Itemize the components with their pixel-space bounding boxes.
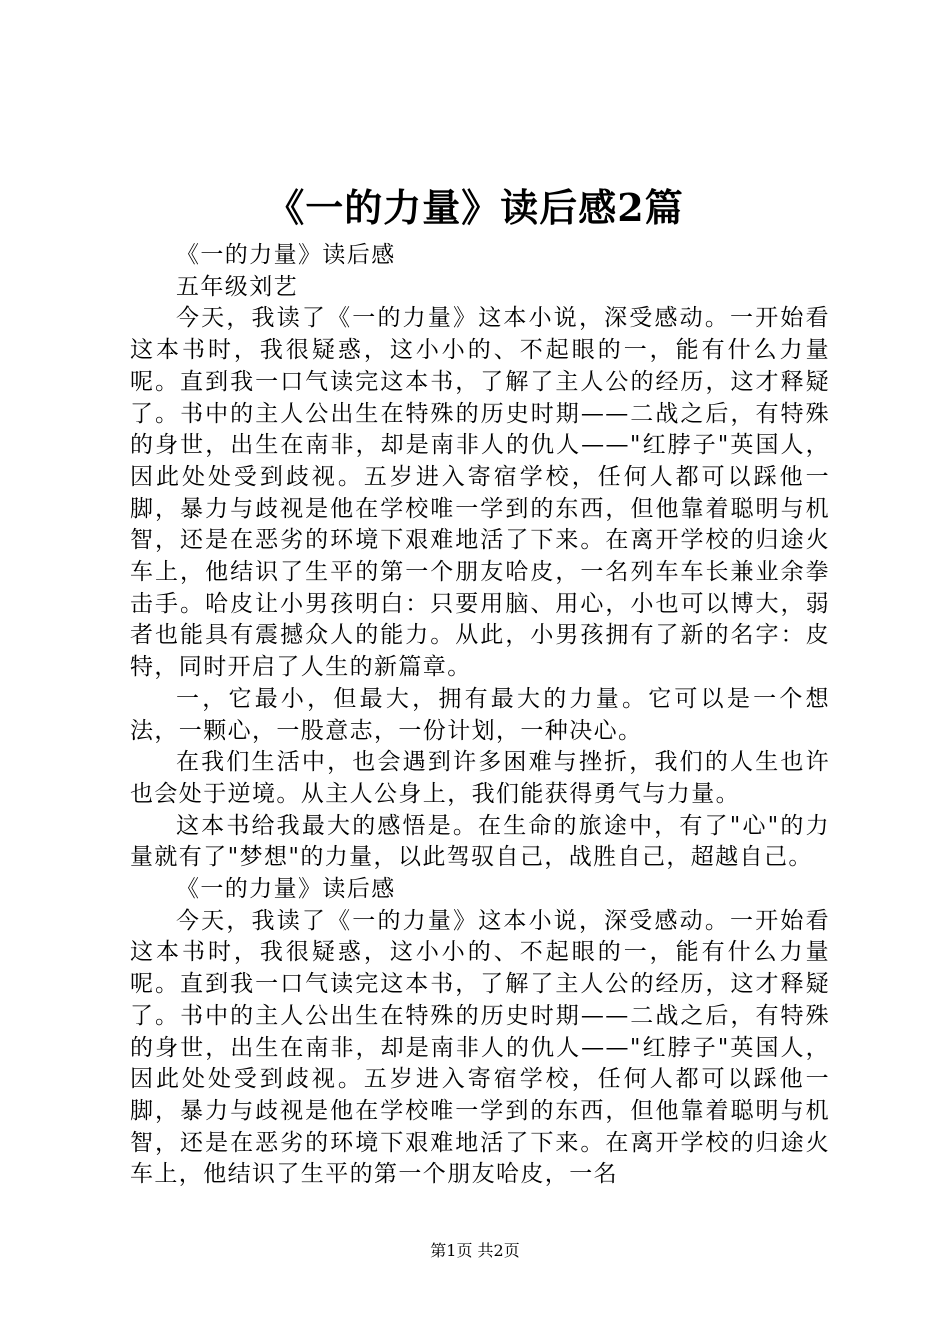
paragraph-body: 今天，我读了《一的力量》这本小说，深受感动。一开始看这本书时，我很疑惑，这小小的、不起眼的一，能有什么力量呢。直到我一口气读完这本书，了解了主人公的经历，这才释疑了。书中的主人公出生在特殊的历史时期——二战之后，有特殊的身世，出生在南非，却是南非人的仇人——"红脖子"英国人，因此处处受到歧视。五岁进入寄宿学校，任何人都可以踩他一脚，暴力与歧视是他在学校唯一学到的东西，但他靠着聪明与机智，还是在恶劣的环境下艰难地活了下来。在离开学校的归途火车上，他结识了生平的第一个朋友哈皮，一名列车车长兼业余拳击手。哈皮让小男孩明白：只要用脑、用心，小也可以博大，弱者也能具有震撼众人的能力。从此，小男孩拥有了新的名字：皮特，同时开启了人生的新篇章。: [130, 305, 830, 681]
paragraph-body: 这本书给我最大的感悟是。在生命的旅途中，有了"心"的力量就有了"梦想"的力量，以此驾驭自己，战胜自己，超越自己。: [130, 812, 830, 871]
document-title: 《一的力量》读后感2篇: [266, 185, 684, 230]
page-number-footer: 第1页 共2页: [430, 1241, 520, 1260]
paragraph-section-heading-1: 《一的力量》读后感: [176, 242, 396, 268]
paragraph-author: 五年级刘艺: [176, 273, 298, 300]
paragraph-section-heading-2: 《一的力量》读后感: [176, 876, 396, 903]
document-body: [130, 240, 830, 1191]
paragraph-body: 一，它最小，但最大，拥有最大的力量。它可以是一个想法，一颗心，一股意志，一份计划，一种决心。: [130, 685, 830, 744]
paragraph-body: 在我们生活中，也会遇到许多困难与挫折，我们的人生也许也会处于逆境。从主人公身上，我们能获得勇气与力量。: [130, 749, 830, 807]
paragraph-body: 今天，我读了《一的力量》这本小说，深受感动。一开始看这本书时，我很疑惑，这小小的、不起眼的一，能有什么力量呢。直到我一口气读完这本书，了解了主人公的经历，这才释疑了。书中的主人公出生在特殊的历史时期——二战之后，有特殊的身世，出生在南非，却是南非人的仇人——"红脖子"英国人，因此处处受到歧视。五岁进入寄宿学校，任何人都可以踩他一脚，暴力与歧视是他在学校唯一学到的东西，但他靠着聪明与机智，还是在恶劣的环境下艰难地活了下来。在离开学校的归途火车上，他结识了生平的第一个朋友哈皮，一名: [130, 907, 830, 1188]
